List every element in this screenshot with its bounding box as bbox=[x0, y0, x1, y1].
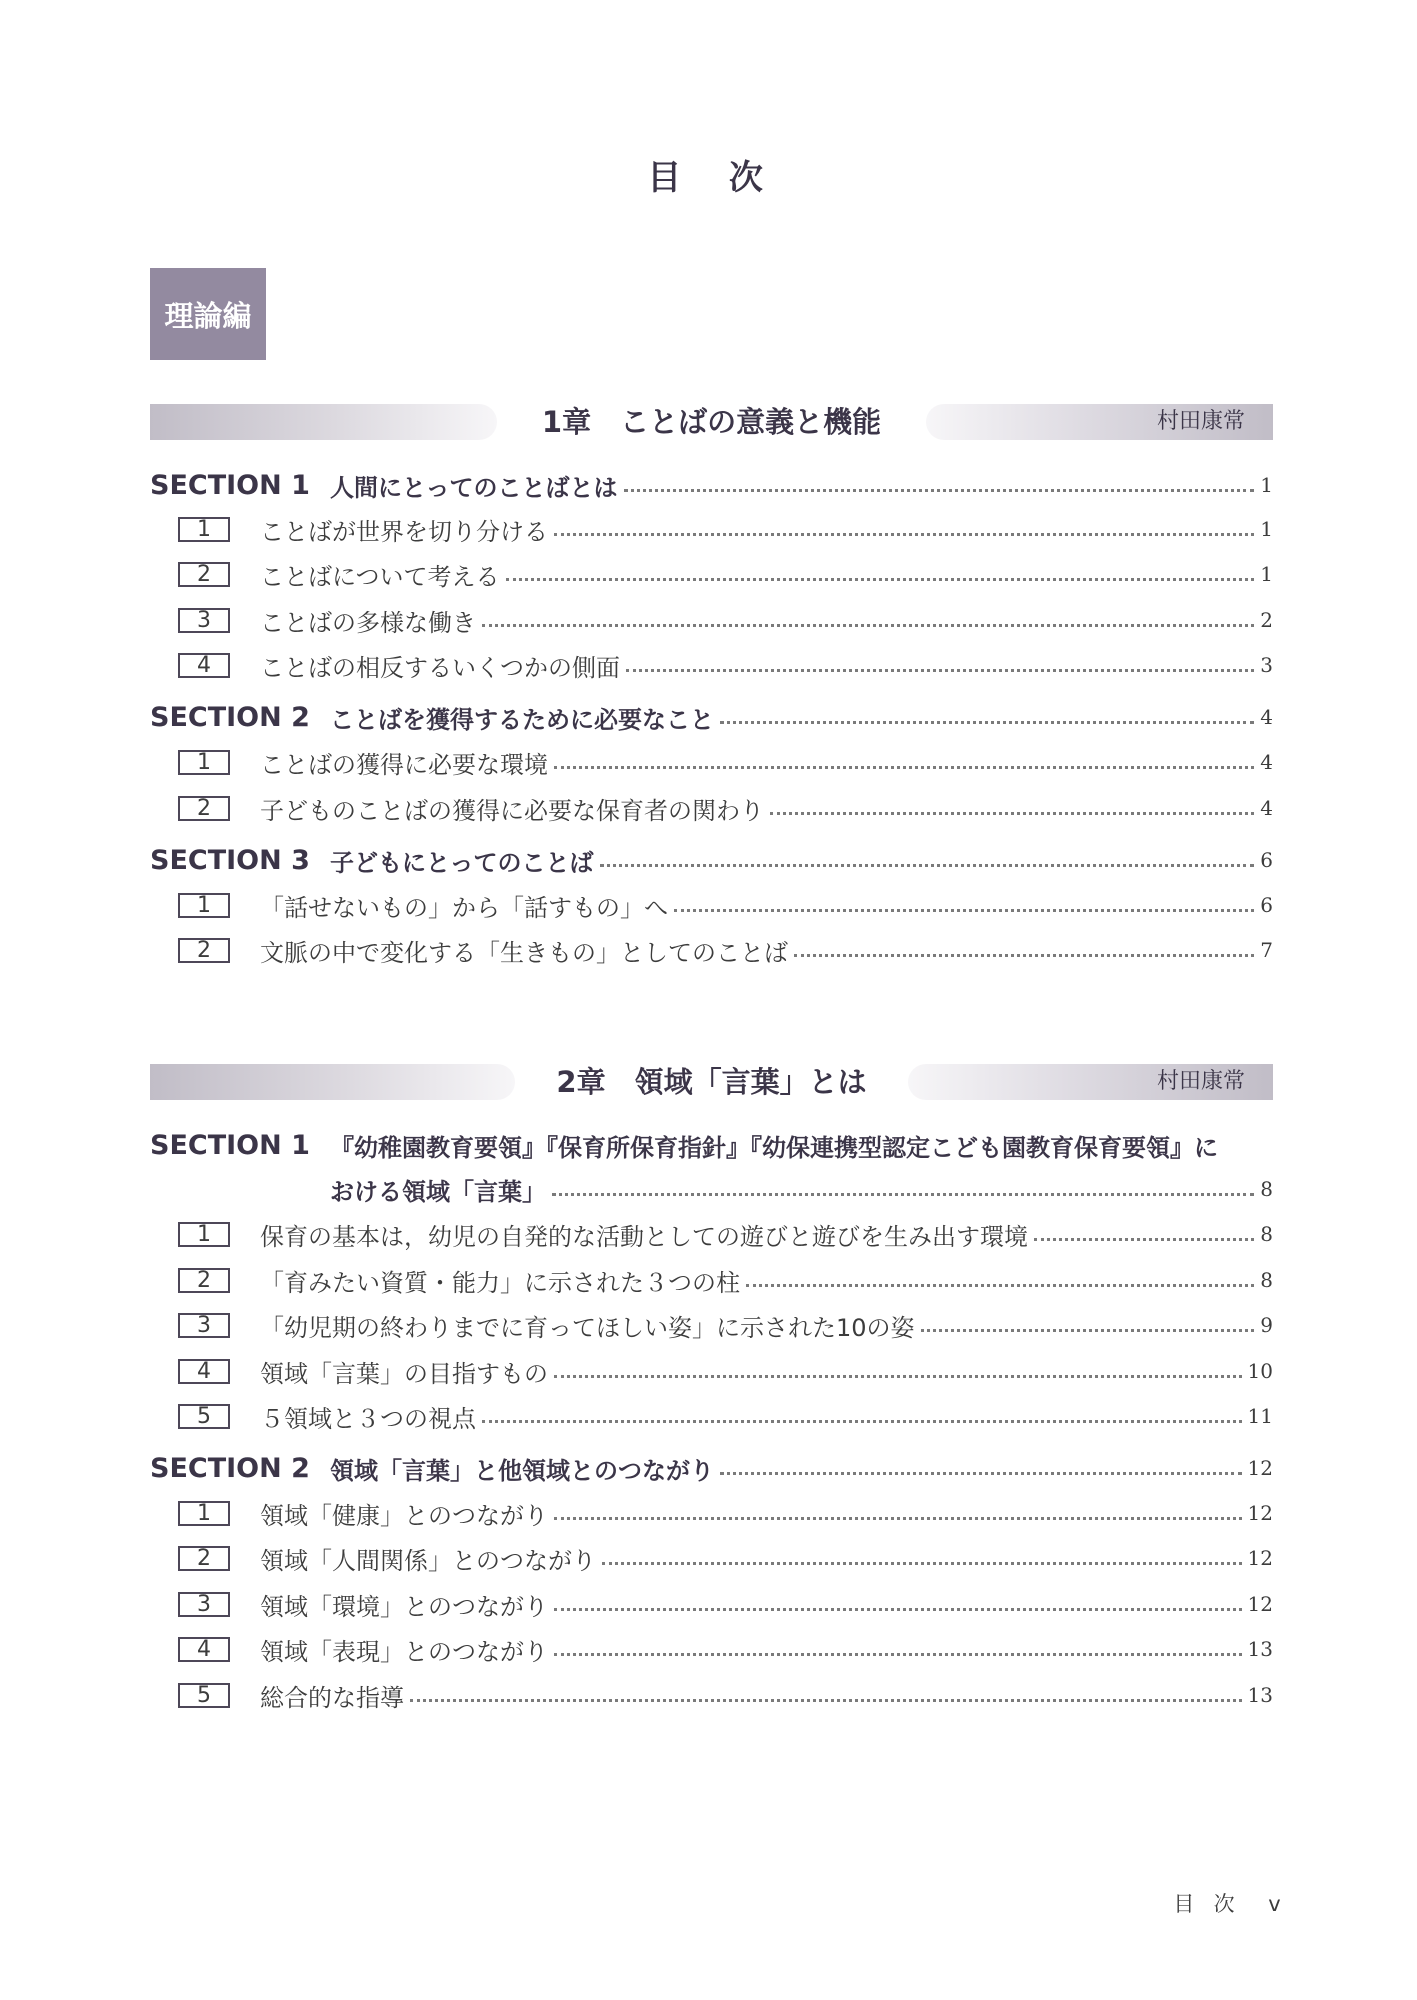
toc-item[interactable] bbox=[150, 1214, 1273, 1254]
page-number: 1 bbox=[1260, 473, 1273, 497]
dot-leader bbox=[624, 489, 1255, 492]
part-label-badge: 理論編 bbox=[150, 268, 266, 360]
page-number: 6 bbox=[1260, 893, 1273, 917]
dot-leader bbox=[626, 669, 1254, 672]
page-number: 4 bbox=[1260, 705, 1273, 729]
item-title: ことばについて考える bbox=[260, 562, 500, 591]
toc-item[interactable] bbox=[150, 1538, 1273, 1578]
page-number: 1 bbox=[1260, 562, 1273, 586]
section-row[interactable] bbox=[150, 1125, 1273, 1165]
section-label: SECTION 2 bbox=[150, 1452, 310, 1484]
item-number-box: 4 bbox=[178, 1637, 230, 1662]
item-number-box: 2 bbox=[178, 938, 230, 963]
dot-leader bbox=[746, 1284, 1254, 1287]
section-row-continued[interactable] bbox=[150, 1169, 1273, 1209]
toc-item[interactable] bbox=[150, 1629, 1273, 1669]
page-number: 13 bbox=[1247, 1683, 1273, 1707]
item-title: 領域「言葉」の目指すもの bbox=[260, 1359, 548, 1388]
dot-leader bbox=[554, 533, 1254, 536]
page-number: 9 bbox=[1260, 1313, 1273, 1337]
item-number-box: 3 bbox=[178, 1313, 230, 1338]
section-label: SECTION 1 bbox=[150, 469, 310, 501]
page-number: 13 bbox=[1247, 1637, 1273, 1661]
toc-item[interactable] bbox=[150, 742, 1273, 782]
dot-leader bbox=[720, 1472, 1242, 1475]
item-title: ことばの多様な働き bbox=[260, 608, 476, 637]
item-number-box: 3 bbox=[178, 1592, 230, 1617]
page-number: 4 bbox=[1260, 796, 1273, 820]
toc-item[interactable] bbox=[150, 788, 1273, 828]
section-label: SECTION 2 bbox=[150, 701, 310, 733]
item-title: 保育の基本は，幼児の自発的な活動としての遊びと遊びを生み出す環境 bbox=[260, 1222, 1028, 1251]
page-number: 8 bbox=[1260, 1222, 1273, 1246]
page-number: 8 bbox=[1260, 1268, 1273, 1292]
section-row[interactable] bbox=[150, 840, 1273, 880]
item-title: ことばが世界を切り分ける bbox=[260, 517, 548, 546]
item-number-box: 2 bbox=[178, 796, 230, 821]
chapter-header bbox=[150, 1064, 1273, 1100]
toc-item[interactable] bbox=[150, 930, 1273, 970]
chapter-title: 1章 ことばの意義と機能 bbox=[541, 405, 882, 439]
item-title: 領域「表現」とのつながり bbox=[260, 1637, 548, 1666]
page-number: 7 bbox=[1260, 938, 1273, 962]
item-number-box: 1 bbox=[178, 1222, 230, 1247]
item-number-box: 3 bbox=[178, 608, 230, 633]
dot-leader bbox=[506, 578, 1255, 581]
dot-leader bbox=[770, 812, 1254, 815]
dot-leader bbox=[921, 1329, 1255, 1332]
item-number-box: 4 bbox=[178, 1359, 230, 1384]
chapter-header bbox=[150, 404, 1273, 440]
page-number: 11 bbox=[1247, 1404, 1273, 1428]
item-title: 領域「人間関係」とのつながり bbox=[260, 1546, 596, 1575]
page-number: 1 bbox=[1260, 517, 1273, 541]
dot-leader bbox=[554, 1653, 1242, 1656]
item-title: 文脈の中で変化する「生きもの」としてのことば bbox=[260, 938, 788, 967]
item-number-box: 5 bbox=[178, 1404, 230, 1429]
toc-item[interactable] bbox=[150, 1305, 1273, 1345]
item-title: 「育みたい資質・能力」に示された３つの柱 bbox=[260, 1268, 740, 1297]
toc-item[interactable] bbox=[150, 645, 1273, 685]
dot-leader bbox=[602, 1562, 1242, 1565]
page-title: 目 次 bbox=[647, 158, 770, 198]
dot-leader bbox=[1034, 1238, 1254, 1241]
dot-leader bbox=[720, 721, 1254, 724]
dot-leader bbox=[794, 954, 1254, 957]
toc-item[interactable] bbox=[150, 509, 1273, 549]
item-title: ことばの獲得に必要な環境 bbox=[260, 750, 548, 779]
item-title: 領域「健康」とのつながり bbox=[260, 1501, 548, 1530]
section-title-continued: おける領域「言葉」 bbox=[330, 1177, 546, 1206]
dot-leader bbox=[554, 1608, 1242, 1611]
toc-item[interactable] bbox=[150, 1493, 1273, 1533]
item-title: ５領域と３つの視点 bbox=[260, 1404, 476, 1433]
page-number: 12 bbox=[1247, 1592, 1273, 1616]
item-title: 「幼児期の終わりまでに育ってほしい姿」に示された10の姿 bbox=[260, 1313, 915, 1342]
toc-item[interactable] bbox=[150, 554, 1273, 594]
toc-item[interactable] bbox=[150, 1260, 1273, 1300]
page-footer: 目 次 v bbox=[1173, 1892, 1287, 1916]
section-label: SECTION 1 bbox=[150, 1129, 310, 1161]
toc-item[interactable] bbox=[150, 1396, 1273, 1436]
item-number-box: 2 bbox=[178, 1546, 230, 1571]
toc-item[interactable] bbox=[150, 1584, 1273, 1624]
section-row[interactable] bbox=[150, 465, 1273, 505]
item-title: ことばの相反するいくつかの側面 bbox=[260, 653, 620, 682]
item-title: 総合的な指導 bbox=[260, 1683, 404, 1712]
item-number-box: 1 bbox=[178, 750, 230, 775]
page-number: 4 bbox=[1260, 750, 1273, 774]
dot-leader bbox=[554, 1375, 1242, 1378]
dot-leader bbox=[410, 1699, 1242, 1702]
section-title: 『幼稚園教育要領』『保育所保育指針』『幼保連携型認定こども園教育保育要領』に bbox=[330, 1133, 1218, 1162]
dot-leader bbox=[674, 909, 1254, 912]
dot-leader bbox=[554, 766, 1254, 769]
item-title: 子どものことばの獲得に必要な保育者の関わり bbox=[260, 796, 764, 825]
section-row[interactable] bbox=[150, 697, 1273, 737]
page-number: 12 bbox=[1247, 1501, 1273, 1525]
page-number: 8 bbox=[1260, 1177, 1273, 1201]
toc-item[interactable] bbox=[150, 600, 1273, 640]
section-row[interactable] bbox=[150, 1448, 1273, 1488]
item-number-box: 5 bbox=[178, 1683, 230, 1708]
item-number-box: 1 bbox=[178, 1501, 230, 1526]
item-title: 領域「環境」とのつながり bbox=[260, 1592, 548, 1621]
item-title: 「話せないもの」から「話すもの」へ bbox=[260, 893, 668, 922]
toc-item[interactable] bbox=[150, 885, 1273, 925]
item-number-box: 1 bbox=[178, 893, 230, 918]
dot-leader bbox=[552, 1193, 1254, 1196]
toc-item[interactable] bbox=[150, 1675, 1273, 1715]
dot-leader bbox=[482, 624, 1254, 627]
dot-leader bbox=[554, 1517, 1242, 1520]
section-title: 子どもにとってのことば bbox=[330, 848, 594, 877]
item-number-box: 2 bbox=[178, 562, 230, 587]
chapter-author: 村田康常 bbox=[1156, 1069, 1245, 1094]
dot-leader bbox=[600, 864, 1255, 867]
section-title: 人間にとってのことばとは bbox=[330, 473, 618, 502]
section-label: SECTION 3 bbox=[150, 844, 310, 876]
page-number: 10 bbox=[1247, 1359, 1273, 1383]
section-title: ことばを獲得するために必要なこと bbox=[330, 705, 714, 734]
page-number: 3 bbox=[1260, 653, 1273, 677]
page-number: 6 bbox=[1260, 848, 1273, 872]
chapter-title: 2章 領域「言葉」とは bbox=[556, 1065, 867, 1099]
chapter-author: 村田康常 bbox=[1156, 409, 1245, 434]
toc-item[interactable] bbox=[150, 1351, 1273, 1391]
item-number-box: 2 bbox=[178, 1268, 230, 1293]
item-number-box: 4 bbox=[178, 653, 230, 678]
item-number-box: 1 bbox=[178, 517, 230, 542]
section-title: 領域「言葉」と他領域とのつながり bbox=[330, 1456, 714, 1485]
page-number: 12 bbox=[1247, 1456, 1273, 1480]
dot-leader bbox=[482, 1420, 1242, 1423]
page-number: 2 bbox=[1260, 608, 1273, 632]
page-number: 12 bbox=[1247, 1546, 1273, 1570]
